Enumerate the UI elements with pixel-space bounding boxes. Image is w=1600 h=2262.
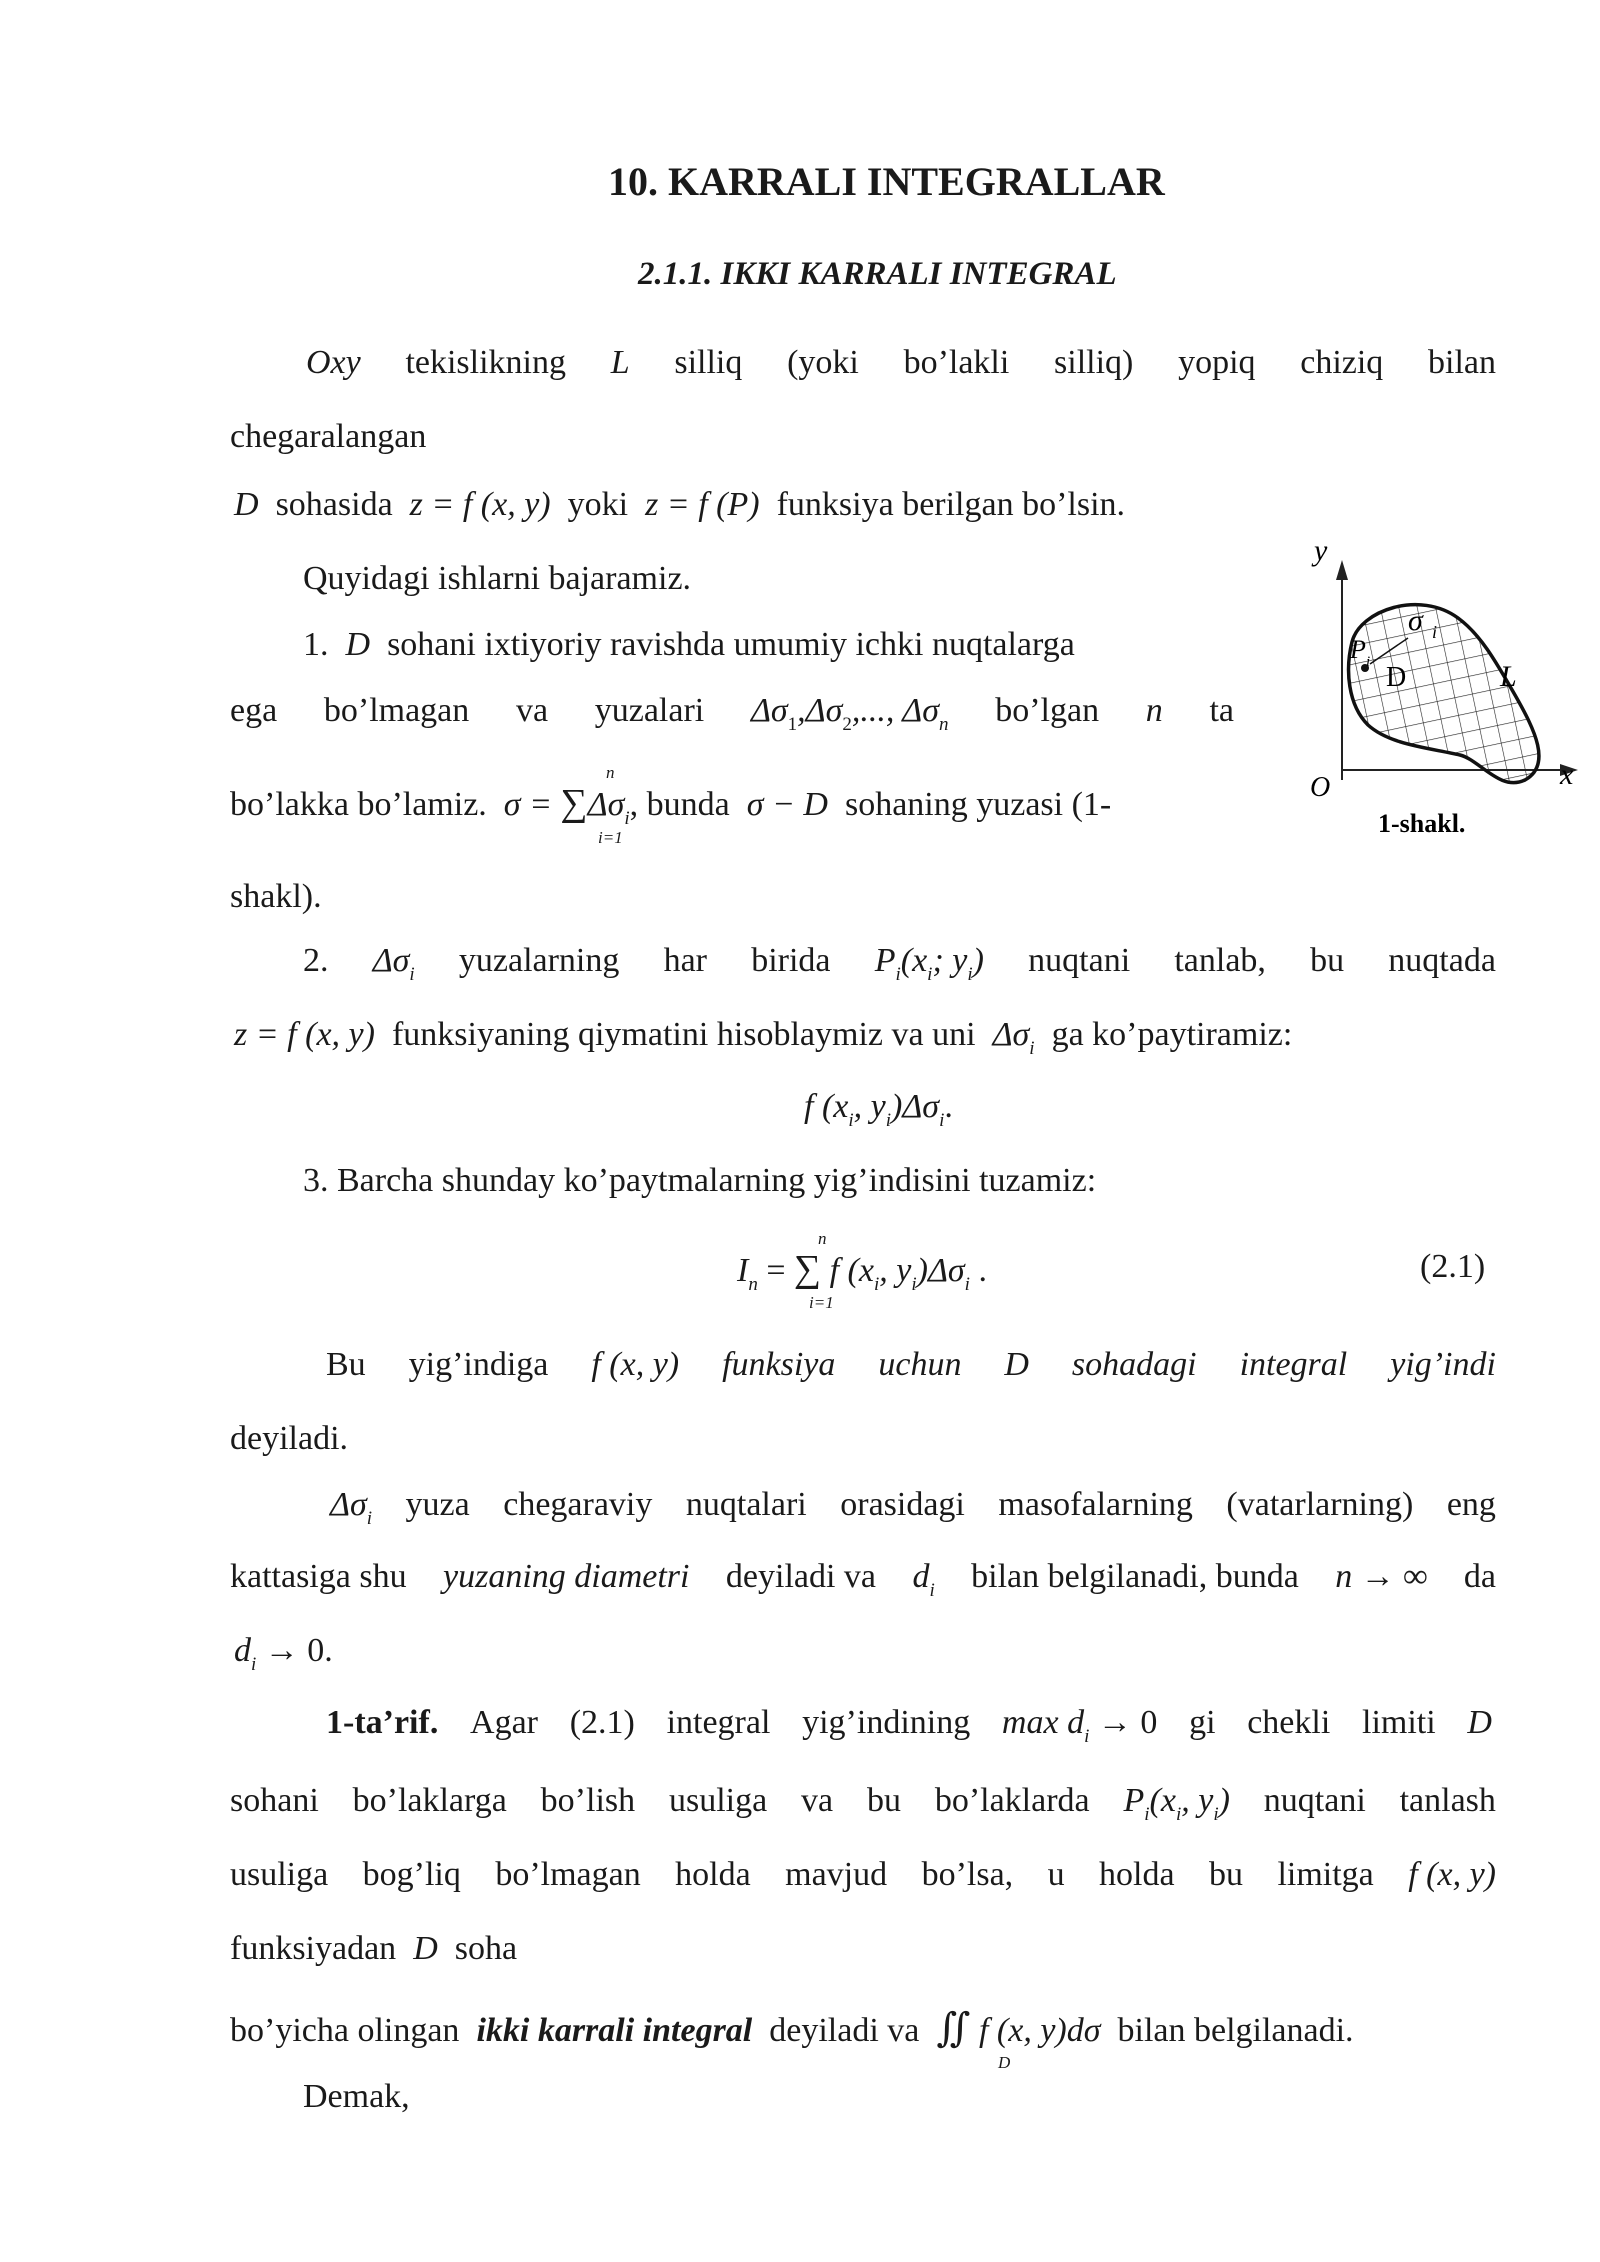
- intro-line-3: D sohasida z = f (x, y) yoki z = f (P) funksiya berilgan bo’lsin.: [234, 486, 1126, 523]
- sigma-list: $\Delta\sigma_1,\Delta\sigma_2$,..., $\Delta\sigma_n$: [750, 692, 949, 735]
- label-p-index: i: [1366, 654, 1371, 670]
- label-sigma-index: i: [1432, 622, 1438, 642]
- definition-line-2: sohani bo’laklarga bo’lish usuliga va bu bo’laklarda $P_i(x_i$, $y_i$) nuqtani tanlash: [230, 1782, 1496, 1825]
- definition-line-4: funksiyadan D soha: [230, 1930, 518, 1967]
- definition-line-5: bo’yicha olingan ikki karrali integral deyiladi va ∬ f (x, y)dσ bilan belgilanadi.: [230, 2005, 1354, 2050]
- term-double-integral: ikki karrali integral: [476, 2012, 753, 2049]
- page-title: 10. KARRALI INTEGRALLAR: [608, 159, 1165, 204]
- y-arrow-icon: [1336, 560, 1348, 580]
- step-1-line-1: 1. D sohani ixtiyoriy ravishda umumiy ichki nuqtalarga: [303, 626, 1075, 663]
- sum2-lower-limit: i=1: [809, 1293, 834, 1312]
- double-integral-domain: D: [998, 2053, 1011, 2072]
- sum-lower-limit: i=1: [598, 828, 623, 847]
- label-l: L: [1500, 660, 1517, 693]
- figure-region-d: [1290, 530, 1590, 850]
- sum-upper-limit: n: [606, 763, 615, 782]
- label-origin: O: [1310, 772, 1331, 803]
- step-2-line-1: 2. $\Delta\sigma_i$ yuzalarning har birida $P_i(x_i$; $y_i$) nuqtani tanlab, bu nuqtada: [303, 942, 1496, 985]
- steps-lead: Quyidagi ishlarni bajaramiz.: [303, 560, 692, 597]
- formula-integral-sum: $I_n$ = ∑ f ($x_i$, $y_i)\Delta\sigma_i$ .: [737, 1248, 987, 1295]
- region-grid: [1290, 530, 1590, 850]
- intro-line-1: Oxy tekislikning L silliq (yoki bo’lakli silliq) yopiq chiziq bilan: [306, 344, 1496, 381]
- definition-line-3: usuliga bog’liq bo’lmagan holda mavjud bo’lsa, u holda bu limitga f (x, y): [230, 1856, 1496, 1893]
- para-integral-sum-line-1: Bu yig’indiga f (x, y) funksiya uchun D sohadagi integral yig’indi: [326, 1346, 1496, 1383]
- intro-line-2: chegaralangan: [230, 418, 427, 455]
- label-sigma: σ: [1408, 604, 1423, 637]
- conclusion-word: Demak,: [303, 2078, 410, 2115]
- sum2-upper-limit: n: [818, 1229, 827, 1248]
- step-1-line-3: bo’lakka bo’lamiz. $\sigma = \sum\Delta\sigma_i$, bunda σ − D sohaning yuzasi (1-: [230, 782, 1112, 829]
- double-integral-symbol: ∬: [936, 2005, 971, 2050]
- label-d: D: [1386, 662, 1407, 693]
- label-y: y: [1314, 534, 1328, 567]
- definition-line-1: 1-ta’rif. Agar (2.1) integral yig’indining $\max d_i \to 0$ gi chekli limiti D: [326, 1704, 1492, 1747]
- equation-number: (2.1): [1420, 1248, 1486, 1285]
- para-diameter-line-2: kattasiga shu yuzaning diametri deyiladi va $d_i$ bilan belgilanadi, bunda n → ∞ da: [230, 1558, 1496, 1601]
- label-x: x: [1560, 758, 1574, 791]
- para-integral-sum-line-2: deyiladi.: [230, 1420, 349, 1457]
- step-3-line-1: 3. Barcha shunday ko’paytmalarning yig’indisini tuzamiz:: [303, 1162, 1097, 1199]
- figure-caption: 1-shakl.: [1378, 809, 1466, 838]
- section-title: 2.1.1. IKKI KARRALI INTEGRAL: [638, 256, 1117, 292]
- formula-product: f ($x_i$, $y_i)\Delta\sigma_i$.: [804, 1088, 953, 1131]
- step-1-line-4: shakl).: [230, 878, 322, 915]
- para-diameter-line-3: $d_i \to 0$.: [234, 1632, 333, 1675]
- para-diameter-line-1: $\Delta\sigma_i$ yuza chegaraviy nuqtalari orasidagi masofalarning (vatarlarning) eng: [330, 1486, 1496, 1529]
- step-2-line-2: z = f (x, y) funksiyaning qiymatini hisoblaymiz va uni $\Delta\sigma_i$ ga ko’paytiramiz:: [234, 1016, 1293, 1059]
- label-p: P: [1350, 635, 1366, 664]
- definition-label: 1-ta’rif.: [326, 1704, 439, 1741]
- step-1-line-2: ega bo’lmagan va yuzalari $\Delta\sigma_1,\Delta\sigma_2$,..., $\Delta\sigma_n$ bo’lgan n ta: [230, 692, 1234, 735]
- sum-symbol: ∑: [560, 782, 588, 824]
